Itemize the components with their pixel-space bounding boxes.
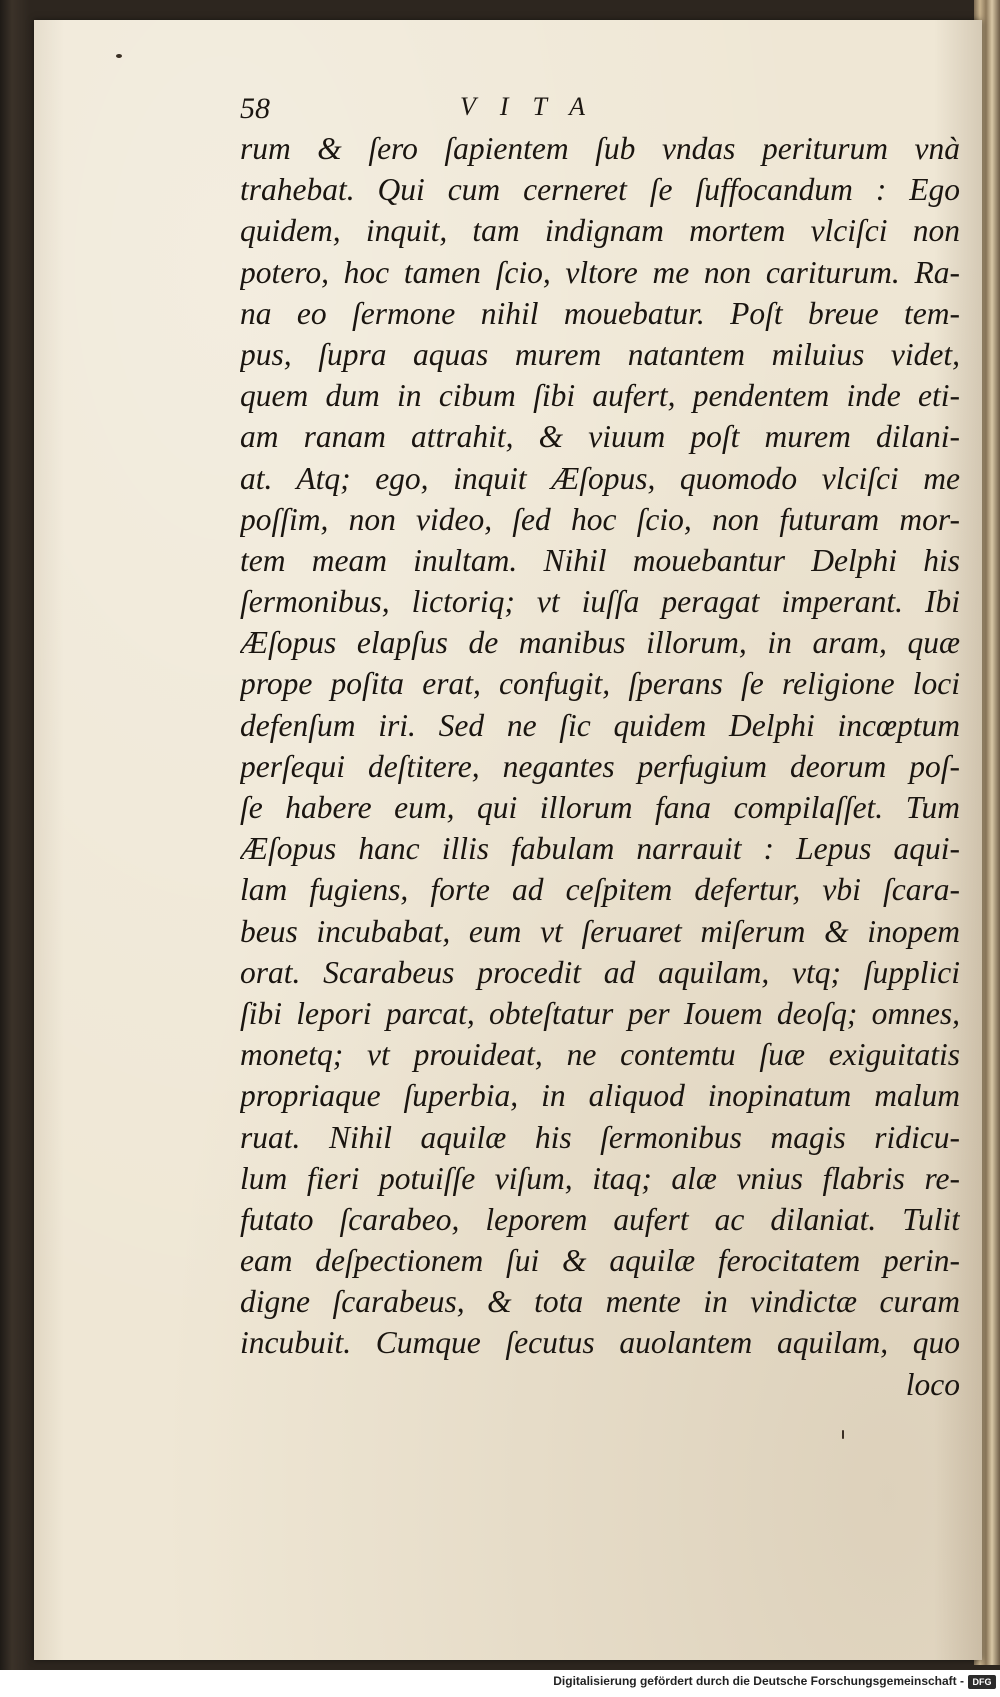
text-line: propriaque ſuperbia, in aliquod inopinatum malum <box>240 1078 960 1114</box>
text-line: digne ſcarabeus, & tota mente in vindictæ curam <box>240 1284 960 1320</box>
text-line: rum & ſero ſapientem ſub vndas periturum vnà <box>240 131 960 166</box>
text-line: ſe habere eum, qui illorum fana compilaſſet. Tum <box>240 790 960 825</box>
text-line: Æſopus elapſus de manibus illorum, in aram, quæ <box>240 625 960 661</box>
text-line: futato ſcarabeo, leporem aufert ac dilaniat. Tulit <box>240 1201 960 1237</box>
catchword: loco <box>905 1366 960 1402</box>
footer-bar <box>0 1670 1000 1697</box>
text-line: perſequi deſtitere, negantes perfugium deorum poſ- <box>240 748 960 784</box>
text-line: at. Atq; ego, inquit Æſopus, quomodo vlciſci me <box>240 460 960 496</box>
text-line: am ranam attrahit, & viuum poſt murem dilani- <box>240 419 960 455</box>
dfg-logo: DFG <box>968 1675 996 1689</box>
text-line: poſſim, non video, ſed hoc ſcio, non futuram mor- <box>240 501 960 537</box>
funding-credit: Digitalisierung gefördert durch die Deutsche Forschungsgemeinschaft - <box>553 1674 964 1688</box>
text-line: pus, ſupra aquas murem natantem miluius videt, <box>240 336 960 372</box>
page-header <box>240 92 700 132</box>
body-text <box>240 128 960 1405</box>
text-line: quem dum in cibum ſibi aufert, pendentem inde eti- <box>240 378 960 414</box>
text-line: Æſopus hanc illis fabulam narrauit : Lepus aqui- <box>240 831 960 867</box>
text-line: prope poſita erat, confugit, ſperans ſe religione loci <box>240 666 960 702</box>
text-line: ſibi lepori parcat, obteſtatur per Iouem deoſq; omnes, <box>240 995 960 1031</box>
text-line: monetq; vt prouideat, ne contemtu ſuæ exiguitatis <box>240 1037 960 1073</box>
text-line: na eo ſermone nihil mouebatur. Poſt breue tem- <box>240 295 960 331</box>
text-line: lum fieri potuiſſe viſum, itaq; alæ vnius flabris re- <box>240 1160 960 1196</box>
text-line: lam fugiens, forte ad ceſpitem defertur, vbi ſcara- <box>240 872 960 908</box>
text-line: eam deſpectionem ſui & aquilæ ferocitatem perin- <box>240 1243 960 1279</box>
text-line: ruat. Nihil aquilæ his ſermonibus magis ridicu- <box>240 1119 960 1155</box>
running-title: VITA <box>460 92 609 121</box>
page-number: 58 <box>240 92 270 125</box>
text-line: orat. Scarabeus procedit ad aquilam, vtq; ſupplici <box>240 954 960 990</box>
text-line: potero, hoc tamen ſcio, vltore me non cariturum. Ra- <box>240 254 960 290</box>
text-line: quidem, inquit, tam indignam mortem vlciſci non <box>240 213 960 249</box>
text-line: defenſum iri. Sed ne ſic quidem Delphi incœptum <box>240 707 960 743</box>
text-line: incubuit. Cumque ſecutus auolantem aquilam, quo <box>240 1325 960 1361</box>
paper-speck <box>116 54 122 58</box>
paper-speck <box>842 1430 844 1439</box>
text-line: tem meam inultam. Nihil mouebantur Delphi his <box>240 542 960 578</box>
text-line: trahebat. Qui cum cerneret ſe ſuffocandum : Ego <box>240 172 960 208</box>
text-line: beus incubabat, eum vt ſeruaret miſerum & inopem <box>240 913 960 949</box>
text-line: ſermonibus, lictoriq; vt iuſſa peragat imperant. Ibi <box>240 584 960 620</box>
